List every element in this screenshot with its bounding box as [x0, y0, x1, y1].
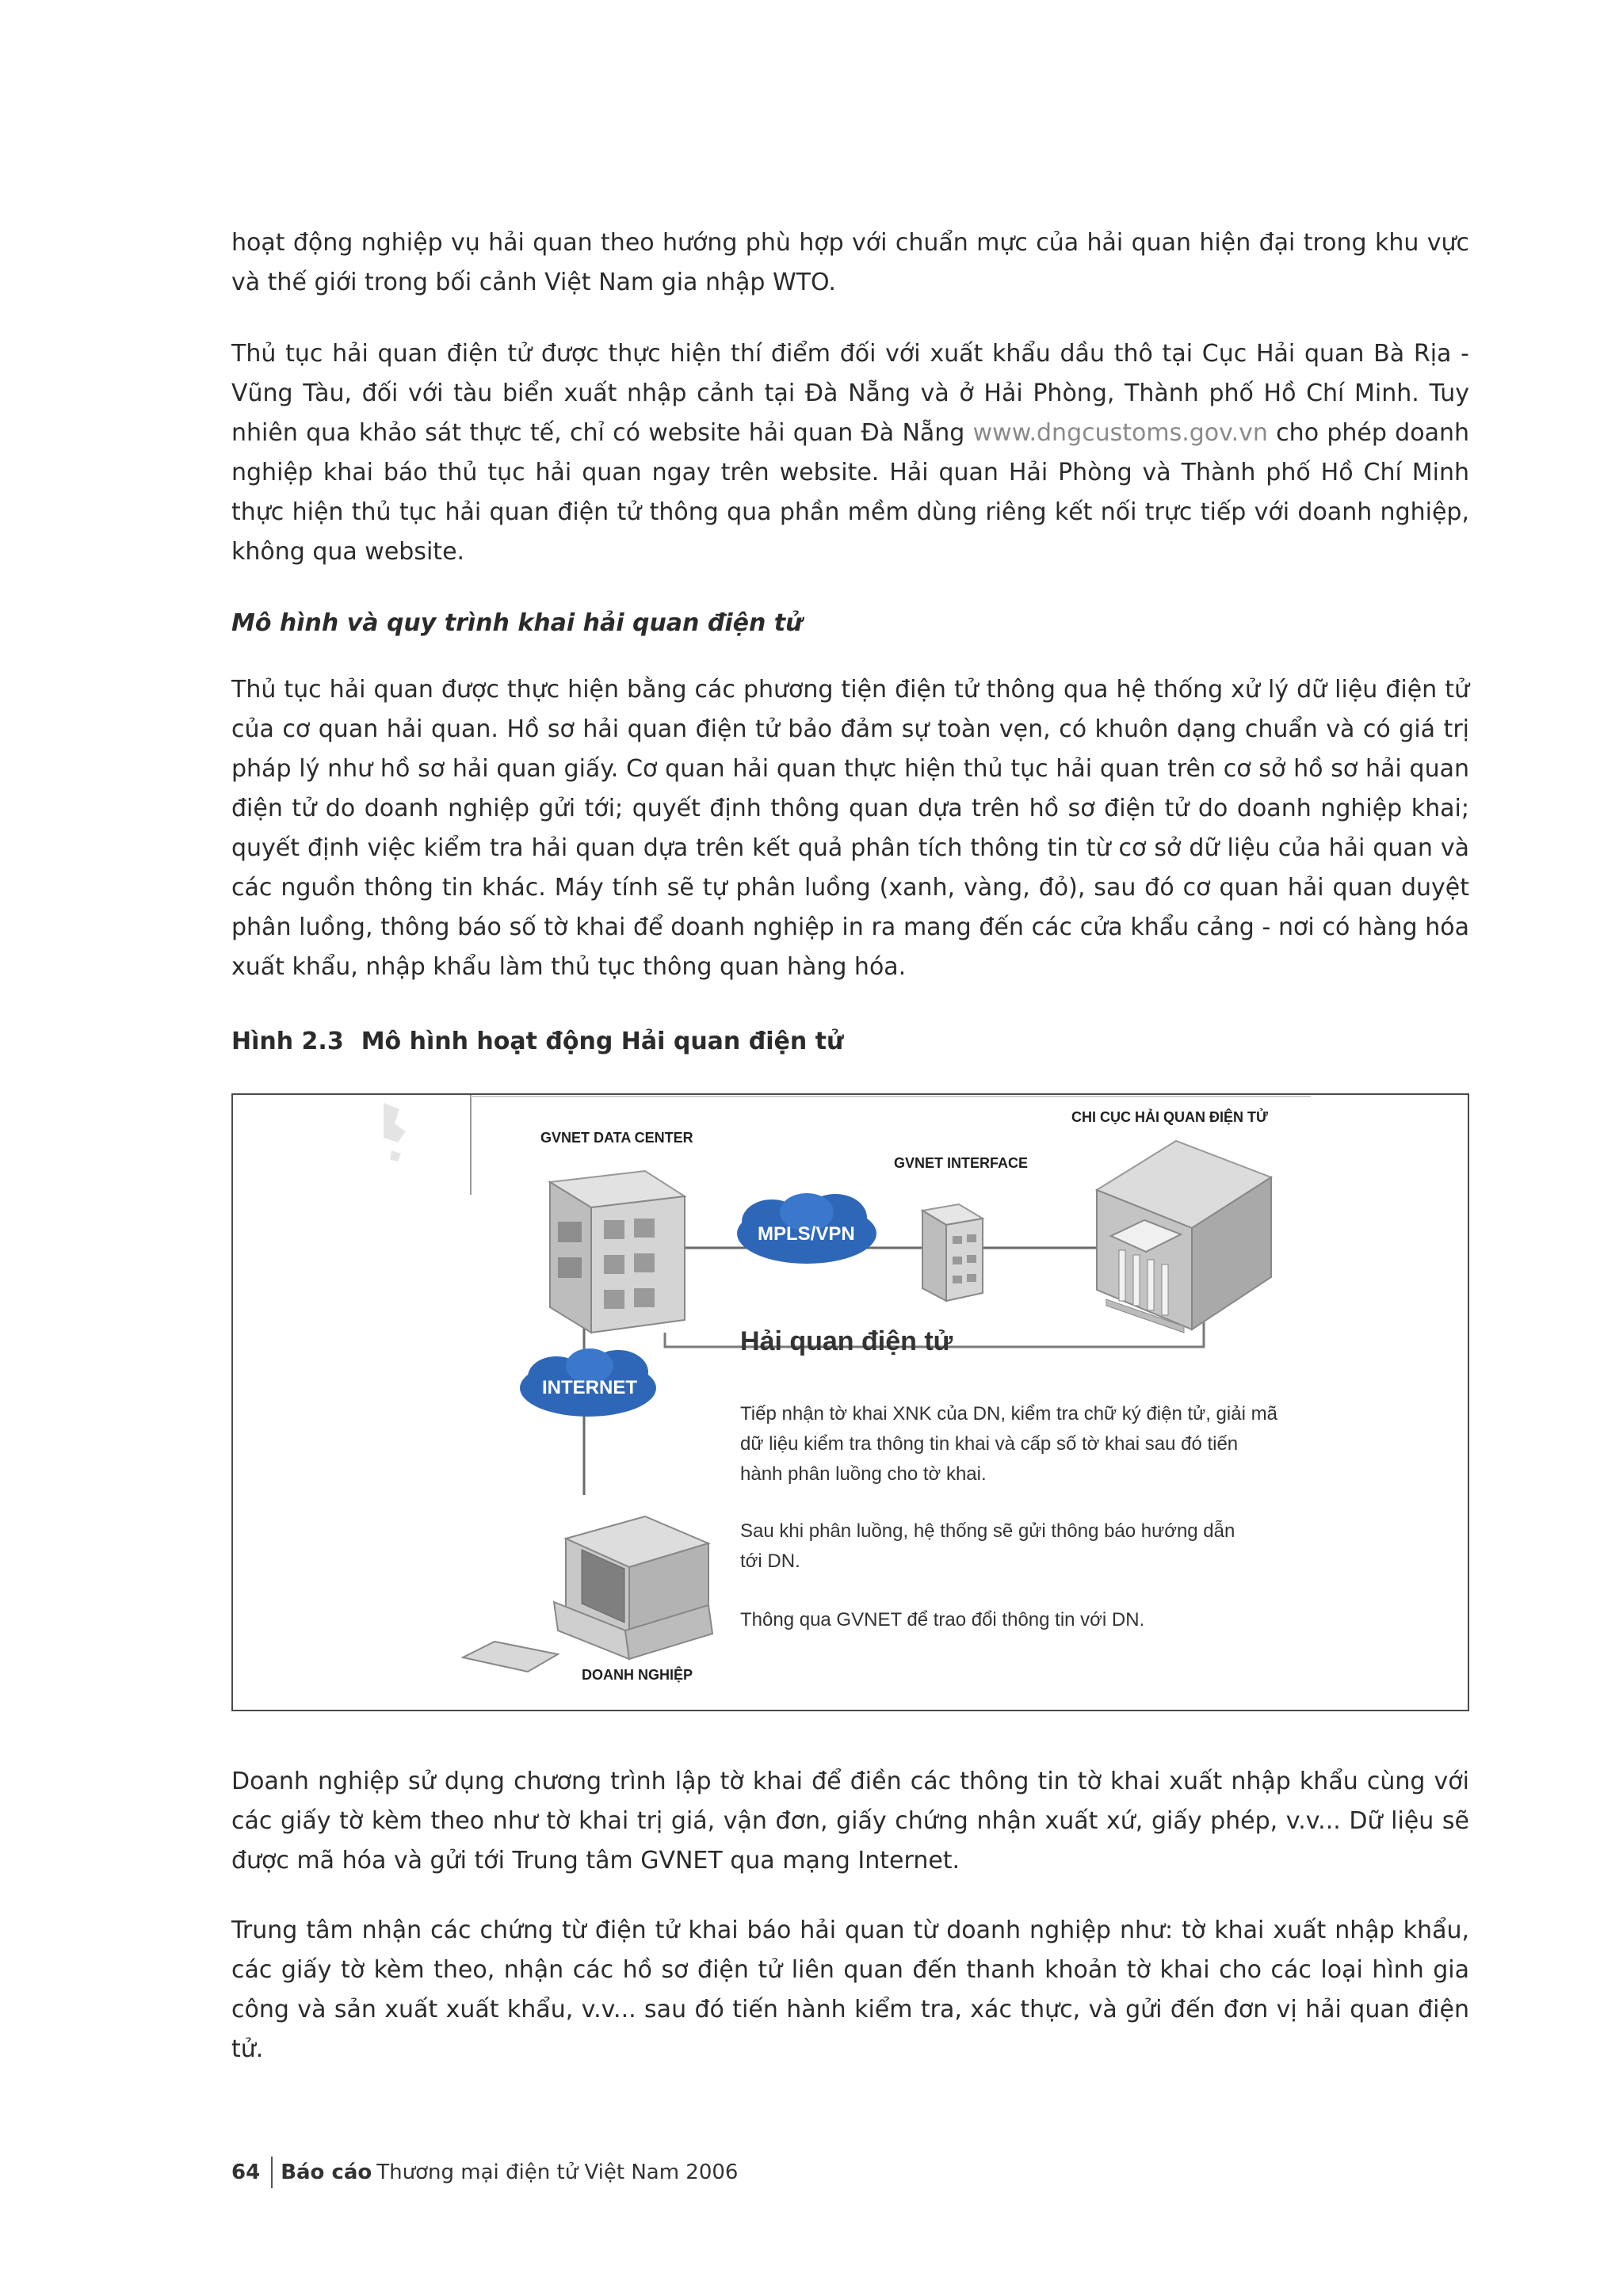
customs-office-building-icon — [1097, 1141, 1271, 1333]
internet-label: INTERNET — [542, 1377, 637, 1398]
customs-website-link[interactable]: www.dngcustoms.gov.vn — [972, 419, 1268, 447]
page-number: 64 — [231, 2161, 261, 2184]
interface-label: GVNET INTERFACE — [894, 1155, 1029, 1171]
data-center-building-icon — [550, 1171, 685, 1333]
paragraph-1-text: hoạt động nghiệp vụ hải quan theo hướng phù hợp với chuẩn mực của hải quan hiện đại trong khu vực và thế giới trong bối cảnh Việt Nam gia nhập WTO. — [231, 229, 1469, 296]
mpls-vpn-label: MPLS/VPN — [758, 1223, 855, 1245]
paragraph-5-text: Trung tâm nhận các chứng từ điện tử khai báo hải quan từ doanh nghiệp như: tờ khai xuất nhập khẩu, các giấy tờ kèm theo, nhận các hồ sơ điện tử liên quan đến thanh khoản tờ khai cho các loại hình gia công và sản xuất xuất khẩu, v.v... sau đó tiến hành kiểm tra, xác thực, và gửi đến đơn vị hải quan điện tử. — [231, 1917, 1469, 2063]
map-fragment-icon — [384, 1103, 406, 1161]
paragraph-2-text — [231, 334, 1469, 572]
paragraph-2-part2: cho phép doanh nghiệp khai báo thủ tục hải quan ngay trên website. Hải quan Hải Phòng và Thành phố Hồ Chí Minh thực hiện thủ tục hải quan điện tử thông qua phần mềm dùng riêng kết nối trực tiếp với doanh nghiệp, không qua website. — [231, 419, 1469, 566]
footer-brand: Báo cáo — [281, 2161, 372, 2184]
footer-title: Thương mại điện tử Việt Nam 2006 — [376, 2161, 739, 2184]
subheading-text: Mô hình và quy trình khai hải quan điện tử — [231, 609, 803, 637]
figure-number: Hình 2.3 — [231, 1028, 344, 1055]
info-paragraph-3: Thông qua GVNET để trao đổi thông tin với DN. — [740, 1609, 1145, 1630]
enterprise-label: DOANH NGHIỆP — [582, 1667, 693, 1683]
paragraph-4-text: Doanh nghiệp sử dụng chương trình lập tờ khai để điền các thông tin tờ khai xuất nhập khẩu cùng với các giấy tờ kèm theo như tờ khai trị giá, vận đơn, giấy chứng nhận xuất xứ, giấy phép, v.v... Dữ liệu sẽ được mã hóa và gửi tới Trung tâm GVNET qua mạng Internet. — [231, 1768, 1469, 1875]
paragraph-3 — [231, 670, 1469, 987]
figure-caption-text: Mô hình hoạt động Hải quan điện tử — [361, 1028, 844, 1055]
network-diagram — [231, 1093, 1469, 1711]
paragraph-5 — [231, 1911, 1469, 2069]
figure-caption — [231, 1022, 1469, 1062]
interface-server-icon — [922, 1204, 983, 1301]
info-title: Hải quan điện tử — [740, 1326, 953, 1356]
section-subheading — [231, 604, 1469, 643]
data-center-label: GVNET DATA CENTER — [540, 1130, 693, 1146]
customs-office-label: CHI CỤC HẢI QUAN ĐIỆN TỬ — [1071, 1109, 1268, 1125]
paragraph-3-text: Thủ tục hải quan được thực hiện bằng các phương tiện điện tử thông qua hệ thống xử lý dữ liệu điện tử của cơ quan hải quan. Hồ sơ hải quan điện tử bảo đảm sự toàn vẹn, có khuôn dạng chuẩn và có giá trị pháp lý như hồ sơ hải quan giấy. Cơ quan hải quan thực hiện thủ tục hải quan trên cơ sở hồ sơ hải quan điện tử do doanh nghiệp gửi tới; quyết định thông quan dựa trên hồ sơ điện tử do doanh nghiệp khai; quyết định việc kiểm tra hải quan dựa trên kết quả phân tích thông tin từ cơ sở dữ liệu của hải quan và các nguồn thông tin khác. Máy tính sẽ tự phân luồng (xanh, vàng, đỏ), sau đó cơ quan hải quan duyệt phân luồng, thông báo số tờ khai để doanh nghiệp in ra mang đến các cửa khẩu cảng - nơi có hàng hóa xuất khẩu, nhập khẩu làm thủ tục thông quan hàng hóa. — [231, 676, 1469, 981]
page-footer — [231, 2157, 738, 2188]
paragraph-4 — [231, 1762, 1469, 1881]
paragraph-1 — [231, 223, 1469, 303]
info-paragraph-1: Tiếp nhận tờ khai XNK của DN, kiểm tra chữ ký điện tử, giải mã dữ liệu kiểm tra thông tin khai và cấp số tờ khai sau đó tiến hành phân luồng cho tờ khai. — [740, 1403, 1277, 1485]
paragraph-2 — [231, 334, 1469, 572]
paragraph-2-part1: Thủ tục hải quan điện tử được thực hiện thí điểm đối với xuất khẩu dầu thô tại Cục Hải quan Bà Rịa - Vũng Tàu, đối với tàu biển xuất nhập cảnh tại Đà Nẵng và ở Hải Phòng, Thành phố Hồ Chí Minh. Tuy nhiên qua khảo sát thực tế, chỉ có website hải quan Đà Nẵng — [231, 340, 1469, 447]
footer-divider — [271, 2157, 273, 2188]
info-paragraph-2: Sau khi phân luồng, hệ thống sẽ gửi thông báo hướng dẫn tới DN. — [740, 1520, 1235, 1572]
enterprise-computer-icon — [463, 1516, 712, 1672]
